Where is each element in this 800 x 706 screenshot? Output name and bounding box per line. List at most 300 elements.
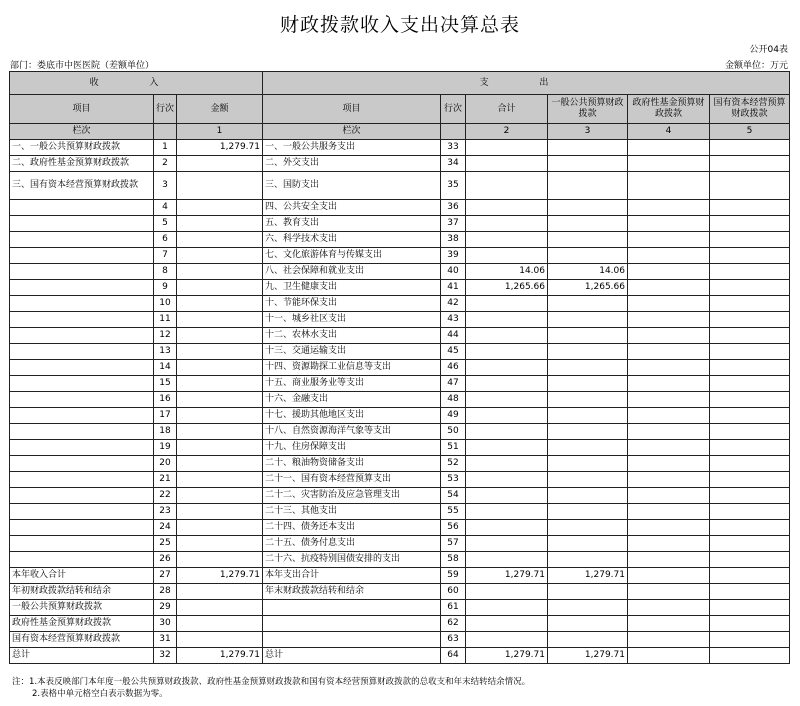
budget-summary-table xyxy=(9,71,790,664)
state-capital-cell xyxy=(710,140,790,156)
gov-fund-cell xyxy=(628,520,710,536)
expense-row-no-cell: 49 xyxy=(441,408,466,424)
gov-fund-cell xyxy=(628,280,710,296)
expense-row-no-cell: 43 xyxy=(441,312,466,328)
income-amount-cell xyxy=(177,408,263,424)
total-cell: 14.06 xyxy=(466,264,548,280)
expense-row-no-cell: 38 xyxy=(441,232,466,248)
general-budget-cell xyxy=(548,584,628,600)
expense-row-no-cell: 64 xyxy=(441,648,466,664)
gov-fund-cell xyxy=(628,216,710,232)
expense-row-no-cell: 35 xyxy=(441,172,466,200)
table-row xyxy=(10,344,790,360)
general-budget-cell xyxy=(548,360,628,376)
income-item-cell: 年初财政拨款结转和结余 xyxy=(10,584,154,600)
total-cell xyxy=(466,440,548,456)
total-cell xyxy=(466,360,548,376)
gov-fund-cell xyxy=(628,200,710,216)
general-budget-cell xyxy=(548,156,628,172)
total-cell xyxy=(466,488,548,504)
table-row xyxy=(10,360,790,376)
gov-fund-cell xyxy=(628,632,710,648)
state-capital-cell xyxy=(710,376,790,392)
expense-row-no-cell: 51 xyxy=(441,440,466,456)
income-amount-cell xyxy=(177,392,263,408)
table-row xyxy=(10,456,790,472)
expense-item-cell: 二十五、债务付息支出 xyxy=(263,536,441,552)
income-row-no-cell: 19 xyxy=(154,440,177,456)
gov-fund-cell xyxy=(628,172,710,200)
expense-row-no-cell: 46 xyxy=(441,360,466,376)
table-row xyxy=(10,328,790,344)
expense-item-cell: 二十一、国有资本经营预算支出 xyxy=(263,472,441,488)
total-cell xyxy=(466,248,548,264)
income-item-cell: 一般公共预算财政拨款 xyxy=(10,600,154,616)
expense-item-cell: 七、文化旅游体育与传媒支出 xyxy=(263,248,441,264)
general-budget-cell: 1,279.71 xyxy=(548,648,628,664)
income-amount-cell xyxy=(177,520,263,536)
income-amount-cell xyxy=(177,232,263,248)
income-amount-cell xyxy=(177,584,263,600)
gov-fund-cell xyxy=(628,328,710,344)
expense-row-no-cell: 62 xyxy=(441,616,466,632)
state-capital-cell xyxy=(710,472,790,488)
table-row xyxy=(10,632,790,648)
total-header: 合计 xyxy=(466,95,548,124)
income-row-no-cell: 16 xyxy=(154,392,177,408)
income-row-no-cell: 13 xyxy=(154,344,177,360)
income-row-no-cell: 7 xyxy=(154,248,177,264)
income-row-no-cell: 30 xyxy=(154,616,177,632)
table-row xyxy=(10,488,790,504)
expense-item-cell: 四、公共安全支出 xyxy=(263,200,441,216)
expense-row-no-cell: 52 xyxy=(441,456,466,472)
income-item-cell: 国有资本经营预算财政拨款 xyxy=(10,632,154,648)
gov-fund-cell xyxy=(628,392,710,408)
income-row-no-cell: 28 xyxy=(154,584,177,600)
state-capital-cell xyxy=(710,600,790,616)
income-item-cell: 总计 xyxy=(10,648,154,664)
total-cell xyxy=(466,140,548,156)
expense-row-no-cell: 48 xyxy=(441,392,466,408)
income-amount-cell xyxy=(177,504,263,520)
expense-item-cell: 总计 xyxy=(263,648,441,664)
table-row xyxy=(10,568,790,584)
income-row-no-cell: 12 xyxy=(154,328,177,344)
expense-item-cell: 五、教育支出 xyxy=(263,216,441,232)
total-cell xyxy=(466,200,548,216)
col-label-income: 栏次 xyxy=(10,124,154,140)
expense-row-no-cell: 42 xyxy=(441,296,466,312)
total-cell xyxy=(466,504,548,520)
state-capital-cell xyxy=(710,328,790,344)
expense-item-cell: 十五、商业服务业等支出 xyxy=(263,376,441,392)
gov-fund-cell xyxy=(628,456,710,472)
expense-row-no-cell: 45 xyxy=(441,344,466,360)
income-item-cell xyxy=(10,248,154,264)
income-item-cell xyxy=(10,344,154,360)
expense-row-no-cell: 33 xyxy=(441,140,466,156)
table-row xyxy=(10,172,790,200)
col-number-1: 1 xyxy=(177,124,263,140)
income-item-cell: 本年收入合计 xyxy=(10,568,154,584)
state-capital-header: 国有资本经营预算财政拨款 xyxy=(710,95,790,124)
general-budget-cell xyxy=(548,616,628,632)
state-capital-cell xyxy=(710,520,790,536)
footnotes xyxy=(12,676,530,700)
expense-row-no-cell: 50 xyxy=(441,424,466,440)
income-item-header: 项目 xyxy=(10,95,154,124)
expense-section-header: 支 出 xyxy=(263,72,790,95)
expense-item-cell: 二十二、灾害防治及应急管理支出 xyxy=(263,488,441,504)
income-row-no-cell: 24 xyxy=(154,520,177,536)
general-budget-cell xyxy=(548,200,628,216)
income-item-cell xyxy=(10,264,154,280)
income-row-no-cell: 4 xyxy=(154,200,177,216)
general-budget-cell xyxy=(548,248,628,264)
gov-fund-cell xyxy=(628,296,710,312)
table-row xyxy=(10,392,790,408)
general-budget-cell xyxy=(548,552,628,568)
general-budget-cell: 14.06 xyxy=(548,264,628,280)
gov-fund-cell xyxy=(628,504,710,520)
expense-item-cell: 二十六、抗疫特别国债安排的支出 xyxy=(263,552,441,568)
total-cell xyxy=(466,552,548,568)
state-capital-cell xyxy=(710,172,790,200)
general-budget-cell xyxy=(548,392,628,408)
expense-item-cell: 本年支出合计 xyxy=(263,568,441,584)
income-item-cell xyxy=(10,520,154,536)
income-item-cell xyxy=(10,312,154,328)
gov-fund-cell xyxy=(628,536,710,552)
general-budget-cell xyxy=(548,140,628,156)
expense-item-cell: 十七、援助其他地区支出 xyxy=(263,408,441,424)
table-body xyxy=(10,140,790,664)
gov-fund-cell xyxy=(628,232,710,248)
state-capital-cell xyxy=(710,552,790,568)
gov-fund-cell xyxy=(628,648,710,664)
state-capital-cell xyxy=(710,156,790,172)
gov-fund-cell xyxy=(628,600,710,616)
state-capital-cell xyxy=(710,440,790,456)
gov-fund-cell xyxy=(628,424,710,440)
expense-item-cell: 十一、城乡社区支出 xyxy=(263,312,441,328)
expense-row-no-header: 行次 xyxy=(441,95,466,124)
general-budget-cell xyxy=(548,344,628,360)
state-capital-cell xyxy=(710,408,790,424)
expense-item-cell: 八、社会保障和就业支出 xyxy=(263,264,441,280)
expense-item-cell: 二、外交支出 xyxy=(263,156,441,172)
income-item-cell xyxy=(10,376,154,392)
income-item-cell xyxy=(10,440,154,456)
total-cell xyxy=(466,216,548,232)
expense-row-no-cell: 63 xyxy=(441,632,466,648)
gov-fund-cell xyxy=(628,408,710,424)
income-item-cell: 政府性基金预算财政拨款 xyxy=(10,616,154,632)
expense-row-no-cell: 58 xyxy=(441,552,466,568)
expense-row-no-cell: 47 xyxy=(441,376,466,392)
income-item-cell xyxy=(10,488,154,504)
table-row xyxy=(10,312,790,328)
income-item-cell: 二、政府性基金预算财政拨款 xyxy=(10,156,154,172)
total-cell xyxy=(466,376,548,392)
income-amount-cell xyxy=(177,248,263,264)
expense-item-cell xyxy=(263,632,441,648)
expense-item-cell: 三、国防支出 xyxy=(263,172,441,200)
general-budget-cell xyxy=(548,536,628,552)
header-row-sections xyxy=(10,72,790,95)
expense-item-cell: 二十、粮油物资储备支出 xyxy=(263,456,441,472)
department-label: 部门：娄底市中医医院（差额单位） xyxy=(10,61,155,71)
gov-fund-cell xyxy=(628,264,710,280)
expense-row-no-cell: 59 xyxy=(441,568,466,584)
table-row xyxy=(10,424,790,440)
state-capital-cell xyxy=(710,568,790,584)
income-row-no-cell: 3 xyxy=(154,172,177,200)
income-item-cell xyxy=(10,392,154,408)
table-row xyxy=(10,264,790,280)
income-amount-cell xyxy=(177,264,263,280)
total-cell xyxy=(466,408,548,424)
expense-item-cell: 十八、自然资源海洋气象等支出 xyxy=(263,424,441,440)
table-row xyxy=(10,156,790,172)
state-capital-cell xyxy=(710,504,790,520)
total-cell xyxy=(466,392,548,408)
general-budget-cell: 1,279.71 xyxy=(548,568,628,584)
expense-item-cell: 十四、资源勘探工业信息等支出 xyxy=(263,360,441,376)
general-budget-cell xyxy=(548,424,628,440)
income-row-no-cell: 15 xyxy=(154,376,177,392)
expense-item-cell: 一、一般公共服务支出 xyxy=(263,140,441,156)
income-amount-cell xyxy=(177,156,263,172)
col-number-5: 5 xyxy=(710,124,790,140)
table-row xyxy=(10,408,790,424)
income-item-cell xyxy=(10,536,154,552)
gov-fund-cell xyxy=(628,344,710,360)
expense-row-no-cell: 39 xyxy=(441,248,466,264)
gov-fund-cell xyxy=(628,616,710,632)
state-capital-cell xyxy=(710,536,790,552)
state-capital-cell xyxy=(710,456,790,472)
income-amount-cell xyxy=(177,424,263,440)
header-row-columns xyxy=(10,95,790,124)
income-amount-header: 金额 xyxy=(177,95,263,124)
general-budget-cell xyxy=(548,328,628,344)
gov-fund-header: 政府性基金预算财政拨款 xyxy=(628,95,710,124)
expense-item-cell xyxy=(263,600,441,616)
expense-item-cell: 十、节能环保支出 xyxy=(263,296,441,312)
state-capital-cell xyxy=(710,216,790,232)
income-amount-cell xyxy=(177,600,263,616)
income-section-header: 收 入 xyxy=(10,72,263,95)
expense-item-header: 项目 xyxy=(263,95,441,124)
expense-row-no-cell: 40 xyxy=(441,264,466,280)
total-cell xyxy=(466,456,548,472)
total-cell xyxy=(466,584,548,600)
income-amount-cell: 1,279.71 xyxy=(177,648,263,664)
income-amount-cell xyxy=(177,360,263,376)
table-row xyxy=(10,504,790,520)
total-cell xyxy=(466,296,548,312)
table-row xyxy=(10,552,790,568)
table-row xyxy=(10,648,790,664)
total-cell xyxy=(466,232,548,248)
income-amount-cell xyxy=(177,632,263,648)
table-row xyxy=(10,584,790,600)
income-item-cell xyxy=(10,232,154,248)
col-number-4: 4 xyxy=(628,124,710,140)
total-cell: 1,279.71 xyxy=(466,648,548,664)
income-amount-cell xyxy=(177,172,263,200)
gov-fund-cell xyxy=(628,376,710,392)
income-row-no-cell: 27 xyxy=(154,568,177,584)
income-amount-cell xyxy=(177,328,263,344)
state-capital-cell xyxy=(710,200,790,216)
income-row-no-cell: 10 xyxy=(154,296,177,312)
income-item-cell xyxy=(10,280,154,296)
state-capital-cell xyxy=(710,488,790,504)
general-budget-cell xyxy=(548,472,628,488)
income-amount-cell xyxy=(177,536,263,552)
income-amount-cell xyxy=(177,344,263,360)
expense-row-no-cell: 53 xyxy=(441,472,466,488)
income-row-no-cell: 11 xyxy=(154,312,177,328)
total-cell xyxy=(466,600,548,616)
gov-fund-cell xyxy=(628,312,710,328)
income-row-no-cell: 26 xyxy=(154,552,177,568)
expense-row-no-cell: 34 xyxy=(441,156,466,172)
state-capital-cell xyxy=(710,584,790,600)
general-budget-cell xyxy=(548,520,628,536)
total-cell: 1,279.71 xyxy=(466,568,548,584)
income-row-no-cell: 23 xyxy=(154,504,177,520)
total-cell xyxy=(466,172,548,200)
total-cell xyxy=(466,632,548,648)
state-capital-cell xyxy=(710,648,790,664)
general-budget-cell xyxy=(548,376,628,392)
general-budget-cell xyxy=(548,216,628,232)
state-capital-cell xyxy=(710,312,790,328)
income-amount-cell: 1,279.71 xyxy=(177,140,263,156)
income-amount-cell xyxy=(177,312,263,328)
income-row-no-cell: 20 xyxy=(154,456,177,472)
table-row xyxy=(10,520,790,536)
income-item-cell xyxy=(10,504,154,520)
general-budget-cell xyxy=(548,632,628,648)
general-budget-cell xyxy=(548,488,628,504)
total-cell xyxy=(466,616,548,632)
income-row-no-cell: 8 xyxy=(154,264,177,280)
state-capital-cell xyxy=(710,344,790,360)
income-item-cell xyxy=(10,456,154,472)
income-amount-cell xyxy=(177,616,263,632)
state-capital-cell xyxy=(710,232,790,248)
total-cell xyxy=(466,156,548,172)
expense-row-no-cell: 36 xyxy=(441,200,466,216)
expense-row-no-cell: 41 xyxy=(441,280,466,296)
general-budget-cell xyxy=(548,504,628,520)
state-capital-cell xyxy=(710,632,790,648)
general-budget-cell xyxy=(548,172,628,200)
gov-fund-cell xyxy=(628,440,710,456)
col-number-3: 3 xyxy=(548,124,628,140)
header-row-col-numbers xyxy=(10,124,790,140)
income-item-cell xyxy=(10,408,154,424)
total-cell: 1,265.66 xyxy=(466,280,548,296)
report-title: 财政拨款收入支出决算总表 xyxy=(279,14,520,36)
state-capital-cell xyxy=(710,248,790,264)
general-budget-cell xyxy=(548,408,628,424)
table-row xyxy=(10,248,790,264)
income-amount-cell xyxy=(177,296,263,312)
table-row xyxy=(10,440,790,456)
gov-fund-cell xyxy=(628,584,710,600)
expense-item-cell: 十三、交通运输支出 xyxy=(263,344,441,360)
state-capital-cell xyxy=(710,616,790,632)
table-row xyxy=(10,232,790,248)
expense-row-no-cell: 55 xyxy=(441,504,466,520)
income-item-cell xyxy=(10,200,154,216)
expense-item-cell: 年末财政拨款结转和结余 xyxy=(263,584,441,600)
income-item-cell: 一、一般公共预算财政拨款 xyxy=(10,140,154,156)
gov-fund-cell xyxy=(628,568,710,584)
expense-item-cell: 六、科学技术支出 xyxy=(263,232,441,248)
income-row-no-cell: 25 xyxy=(154,536,177,552)
general-budget-cell xyxy=(548,232,628,248)
table-row xyxy=(10,472,790,488)
general-budget-cell xyxy=(548,312,628,328)
expense-row-no-cell: 60 xyxy=(441,584,466,600)
income-amount-cell xyxy=(177,440,263,456)
income-item-cell xyxy=(10,552,154,568)
expense-row-no-cell: 56 xyxy=(441,520,466,536)
expense-row-no-cell: 54 xyxy=(441,488,466,504)
general-budget-cell xyxy=(548,440,628,456)
total-cell xyxy=(466,472,548,488)
expense-item-cell: 九、卫生健康支出 xyxy=(263,280,441,296)
footnote-1: 注：1.本表反映部门本年度一般公共预算财政拨款、政府性基金预算财政拨款和国有资本经营预算财政拨款的总收支和年末结转结余情况。 xyxy=(12,677,531,687)
expense-row-no-cell: 57 xyxy=(441,536,466,552)
table-row xyxy=(10,216,790,232)
table-row xyxy=(10,536,790,552)
state-capital-cell xyxy=(710,424,790,440)
state-capital-cell xyxy=(710,296,790,312)
col-label-expense: 栏次 xyxy=(263,124,441,140)
gov-fund-cell xyxy=(628,488,710,504)
general-budget-cell: 1,265.66 xyxy=(548,280,628,296)
income-amount-cell xyxy=(177,456,263,472)
income-item-cell xyxy=(10,216,154,232)
gov-fund-cell xyxy=(628,140,710,156)
income-item-cell xyxy=(10,472,154,488)
general-budget-cell xyxy=(548,600,628,616)
expense-row-no-cell: 61 xyxy=(441,600,466,616)
income-amount-cell: 1,279.71 xyxy=(177,568,263,584)
total-cell xyxy=(466,312,548,328)
income-amount-cell xyxy=(177,280,263,296)
expense-item-cell: 二十三、其他支出 xyxy=(263,504,441,520)
income-item-cell xyxy=(10,424,154,440)
table-row xyxy=(10,140,790,156)
gov-fund-cell xyxy=(628,472,710,488)
income-row-no-cell: 18 xyxy=(154,424,177,440)
income-amount-cell xyxy=(177,216,263,232)
table-row xyxy=(10,200,790,216)
income-row-no-cell: 29 xyxy=(154,600,177,616)
income-row-no-cell: 22 xyxy=(154,488,177,504)
income-row-no-cell: 17 xyxy=(154,408,177,424)
income-item-cell xyxy=(10,328,154,344)
